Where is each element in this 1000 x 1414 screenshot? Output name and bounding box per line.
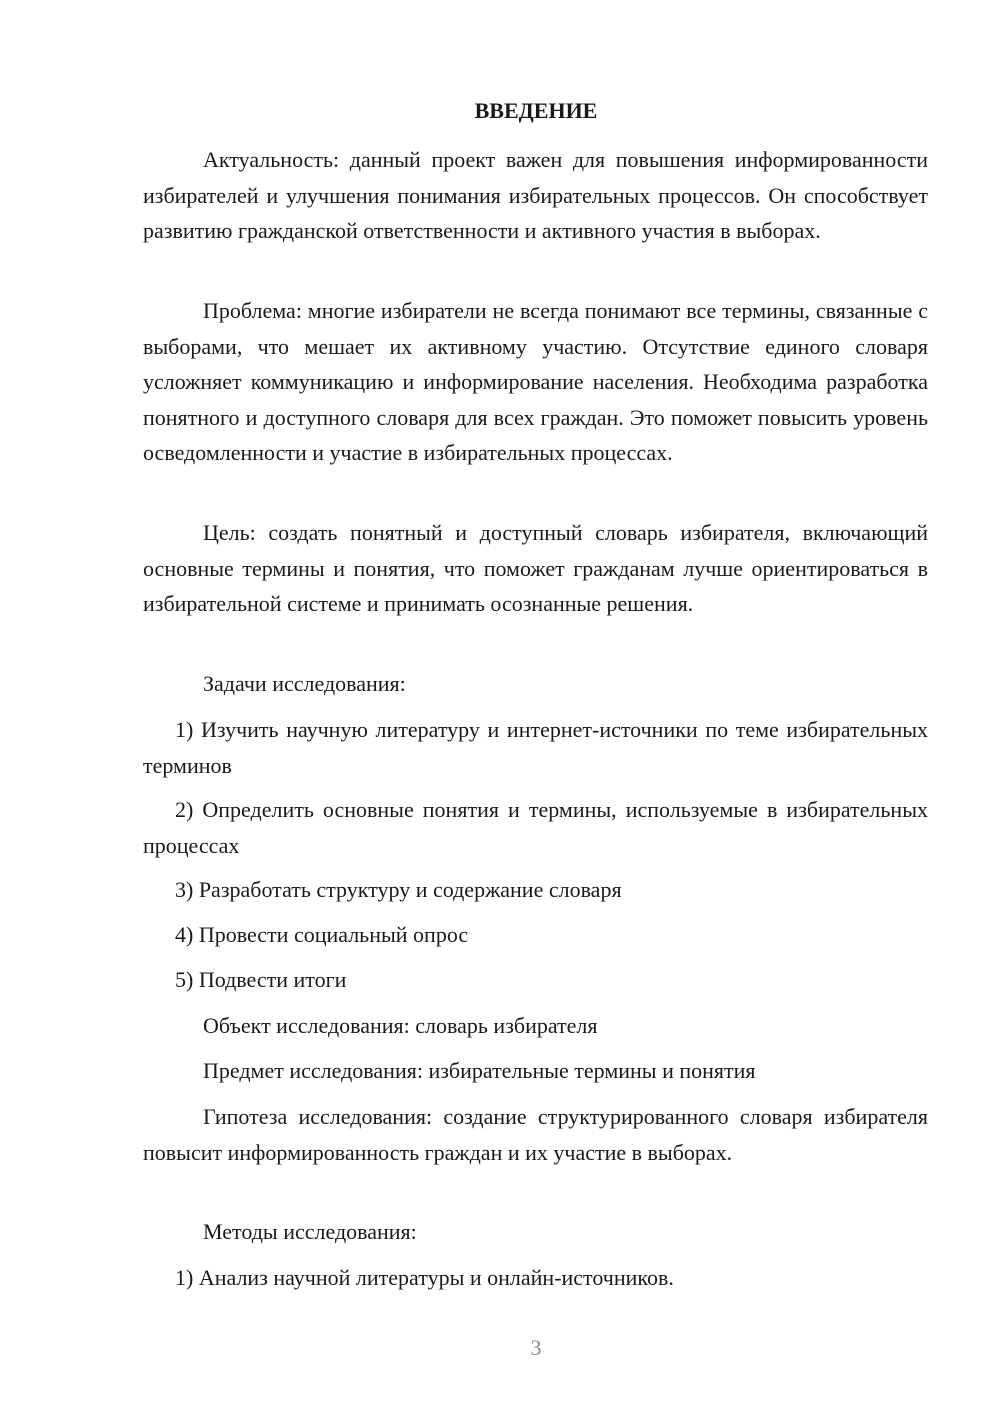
research-subject: Предмет исследования: избирательные термины и понятия [203,1058,756,1083]
task-text-1: 1) Изучить научную литературу и интернет-источники по теме избирательных терминов [143,717,928,778]
problem-paragraph [143,293,928,471]
task-text-2: 2) Определить основные понятия и термины, используемые в избирательных процессах [143,797,928,858]
method-item-1: 1) Анализ научной литературы и онлайн-источников. [175,1265,674,1290]
goal-paragraph [143,515,928,622]
methods-heading: Методы исследования: [203,1219,417,1244]
goal-text: Цель: создать понятный и доступный словарь избирателя, включающий основные термины и понятия, что поможет гражданам лучше ориентироваться в избирательной системе и принимать осознанные решения. [143,520,928,616]
task-item-5: 5) Подвести итоги [175,967,347,992]
problem-text: Проблема: многие избиратели не всегда понимают все термины, связанные с выборами, что мешает их активному участию. Отсутствие единого словаря усложняет коммуникацию и информирование населения. Необходима разработка понятного и доступного словаря для всех граждан. Это поможет повысить уровень осведомленности и участие в избирательных процессах. [143,298,928,465]
section-heading: ВВЕДЕНИЕ [474,98,598,123]
relevance-text: Актуальность: данный проект важен для повышения информированности избирателей и улучшения понимания избирательных процессов. Он способствует развитию гражданской ответственности и активного участия в выборах. [143,147,928,243]
task-item-3: 3) Разработать структуру и содержание словаря [175,877,622,902]
task-item-2 [143,792,928,863]
hypothesis-text: Гипотеза исследования: создание структурированного словаря избирателя повысит информированность граждан и их участие в выборах. [143,1104,928,1165]
tasks-heading: Задачи исследования: [203,671,406,696]
page-number: 3 [530,1335,542,1360]
hypothesis-paragraph [143,1099,928,1170]
task-item-4: 4) Провести социальный опрос [175,922,469,947]
research-object: Объект исследования: словарь избирателя [203,1013,598,1038]
relevance-paragraph [143,142,928,249]
task-item-1 [143,712,928,783]
